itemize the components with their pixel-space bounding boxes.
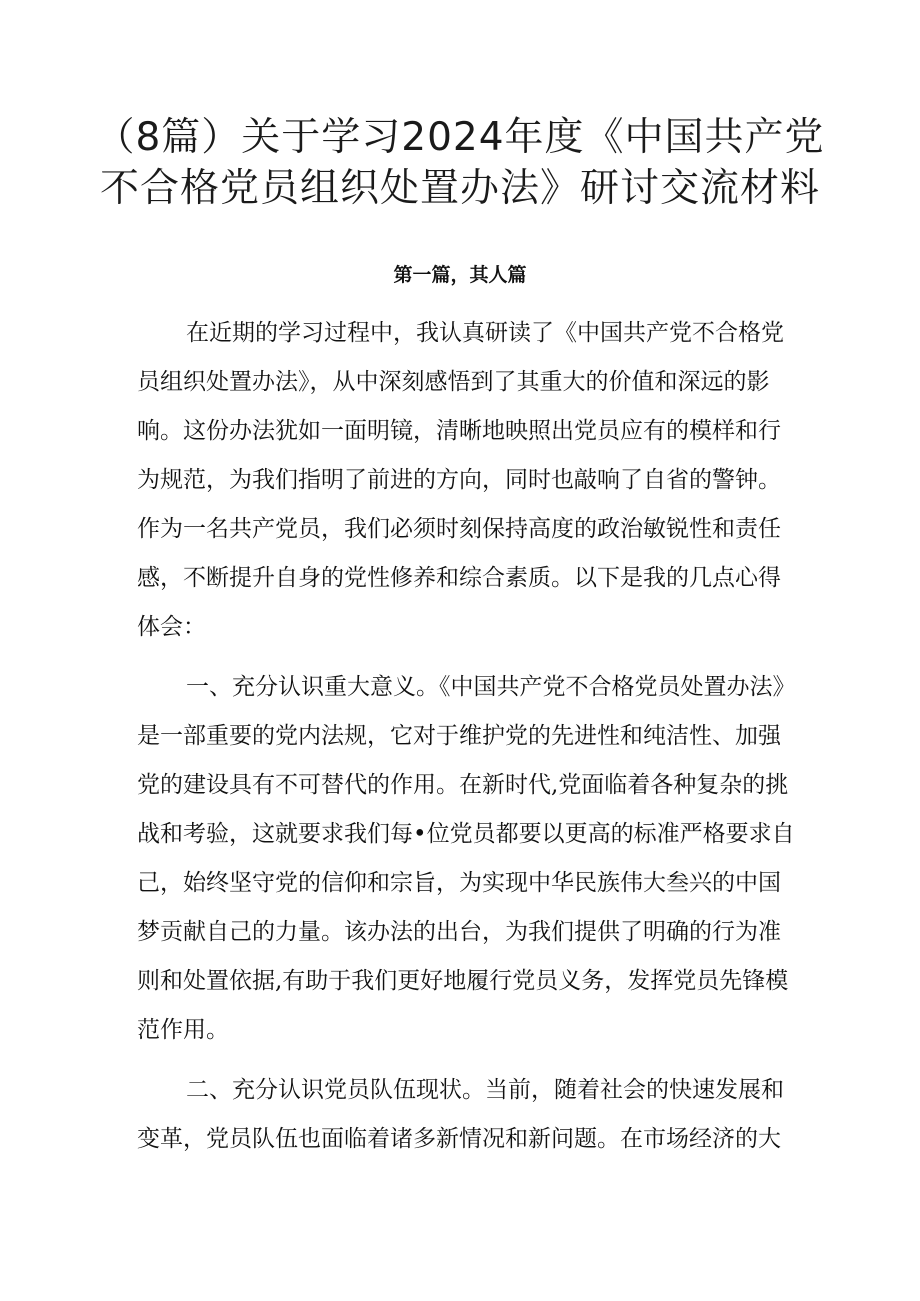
paragraph-line: 响。这份办法犹如一面明镜，清晰地映照出党员应有的模样和行	[137, 418, 781, 444]
paragraph-line: 作为一名共产党员，我们必须时刻保持高度的政治敏锐性和责任	[137, 516, 781, 542]
paragraph-line: 感，不断提升自身的党性修养和综合素质。以下是我的几点心得	[137, 565, 781, 591]
paragraph-line: 是一部重要的党内法规，它对于维护党的先进性和纯洁性、加强	[137, 723, 781, 749]
document-title-line-1: （8篇）关于学习2024年度《中国共产党	[95, 115, 825, 160]
paragraph-line: 变革，党员队伍也面临着诸多新情况和新问题。在市场经济的大	[137, 1126, 781, 1152]
paragraph-line: 战和考验，这就要求我们每•位党员都要以更高的标准严格要求自	[137, 821, 795, 847]
document-title-line-2: 不合格党员组织处置办法》研讨交流材料	[99, 166, 820, 211]
paragraph-line: 党的建设具有不可替代的作用。在新时代,党面临着各种复杂的挑	[137, 772, 789, 798]
section-heading: 第一篇，其人篇	[393, 264, 527, 286]
paragraph-line: 则和处置依据,有助于我们更好地履行党员义务，发挥党员先锋模	[137, 968, 789, 994]
paragraph-line: 员组织处置办法》，从中深刻感悟到了其重大的价值和深远的影	[137, 369, 770, 395]
paragraph-line: 在近期的学习过程中，我认真研读了《中国共产党不合格党	[186, 320, 784, 346]
paragraph-line: 二、充分认识党员队伍现状。当前，随着社会的快速发展和	[186, 1077, 784, 1103]
paragraph-line: 范作用。	[137, 1017, 229, 1043]
paragraph-line: 梦贡献自己的力量。该办法的出台，为我们提供了明确的行为准	[137, 919, 781, 945]
paragraph-line: 一、充分认识重大意义。《中国共产党不合格党员处置办法》	[186, 674, 796, 700]
paragraph-line: 己，始终坚守党的信仰和宗旨，为实现中华民族伟大叁兴的中国	[137, 870, 781, 896]
paragraph-line: 体会：	[137, 614, 206, 640]
paragraph-line: 为规范，为我们指明了前进的方向，同时也敲响了自省的警钟。	[137, 467, 781, 493]
